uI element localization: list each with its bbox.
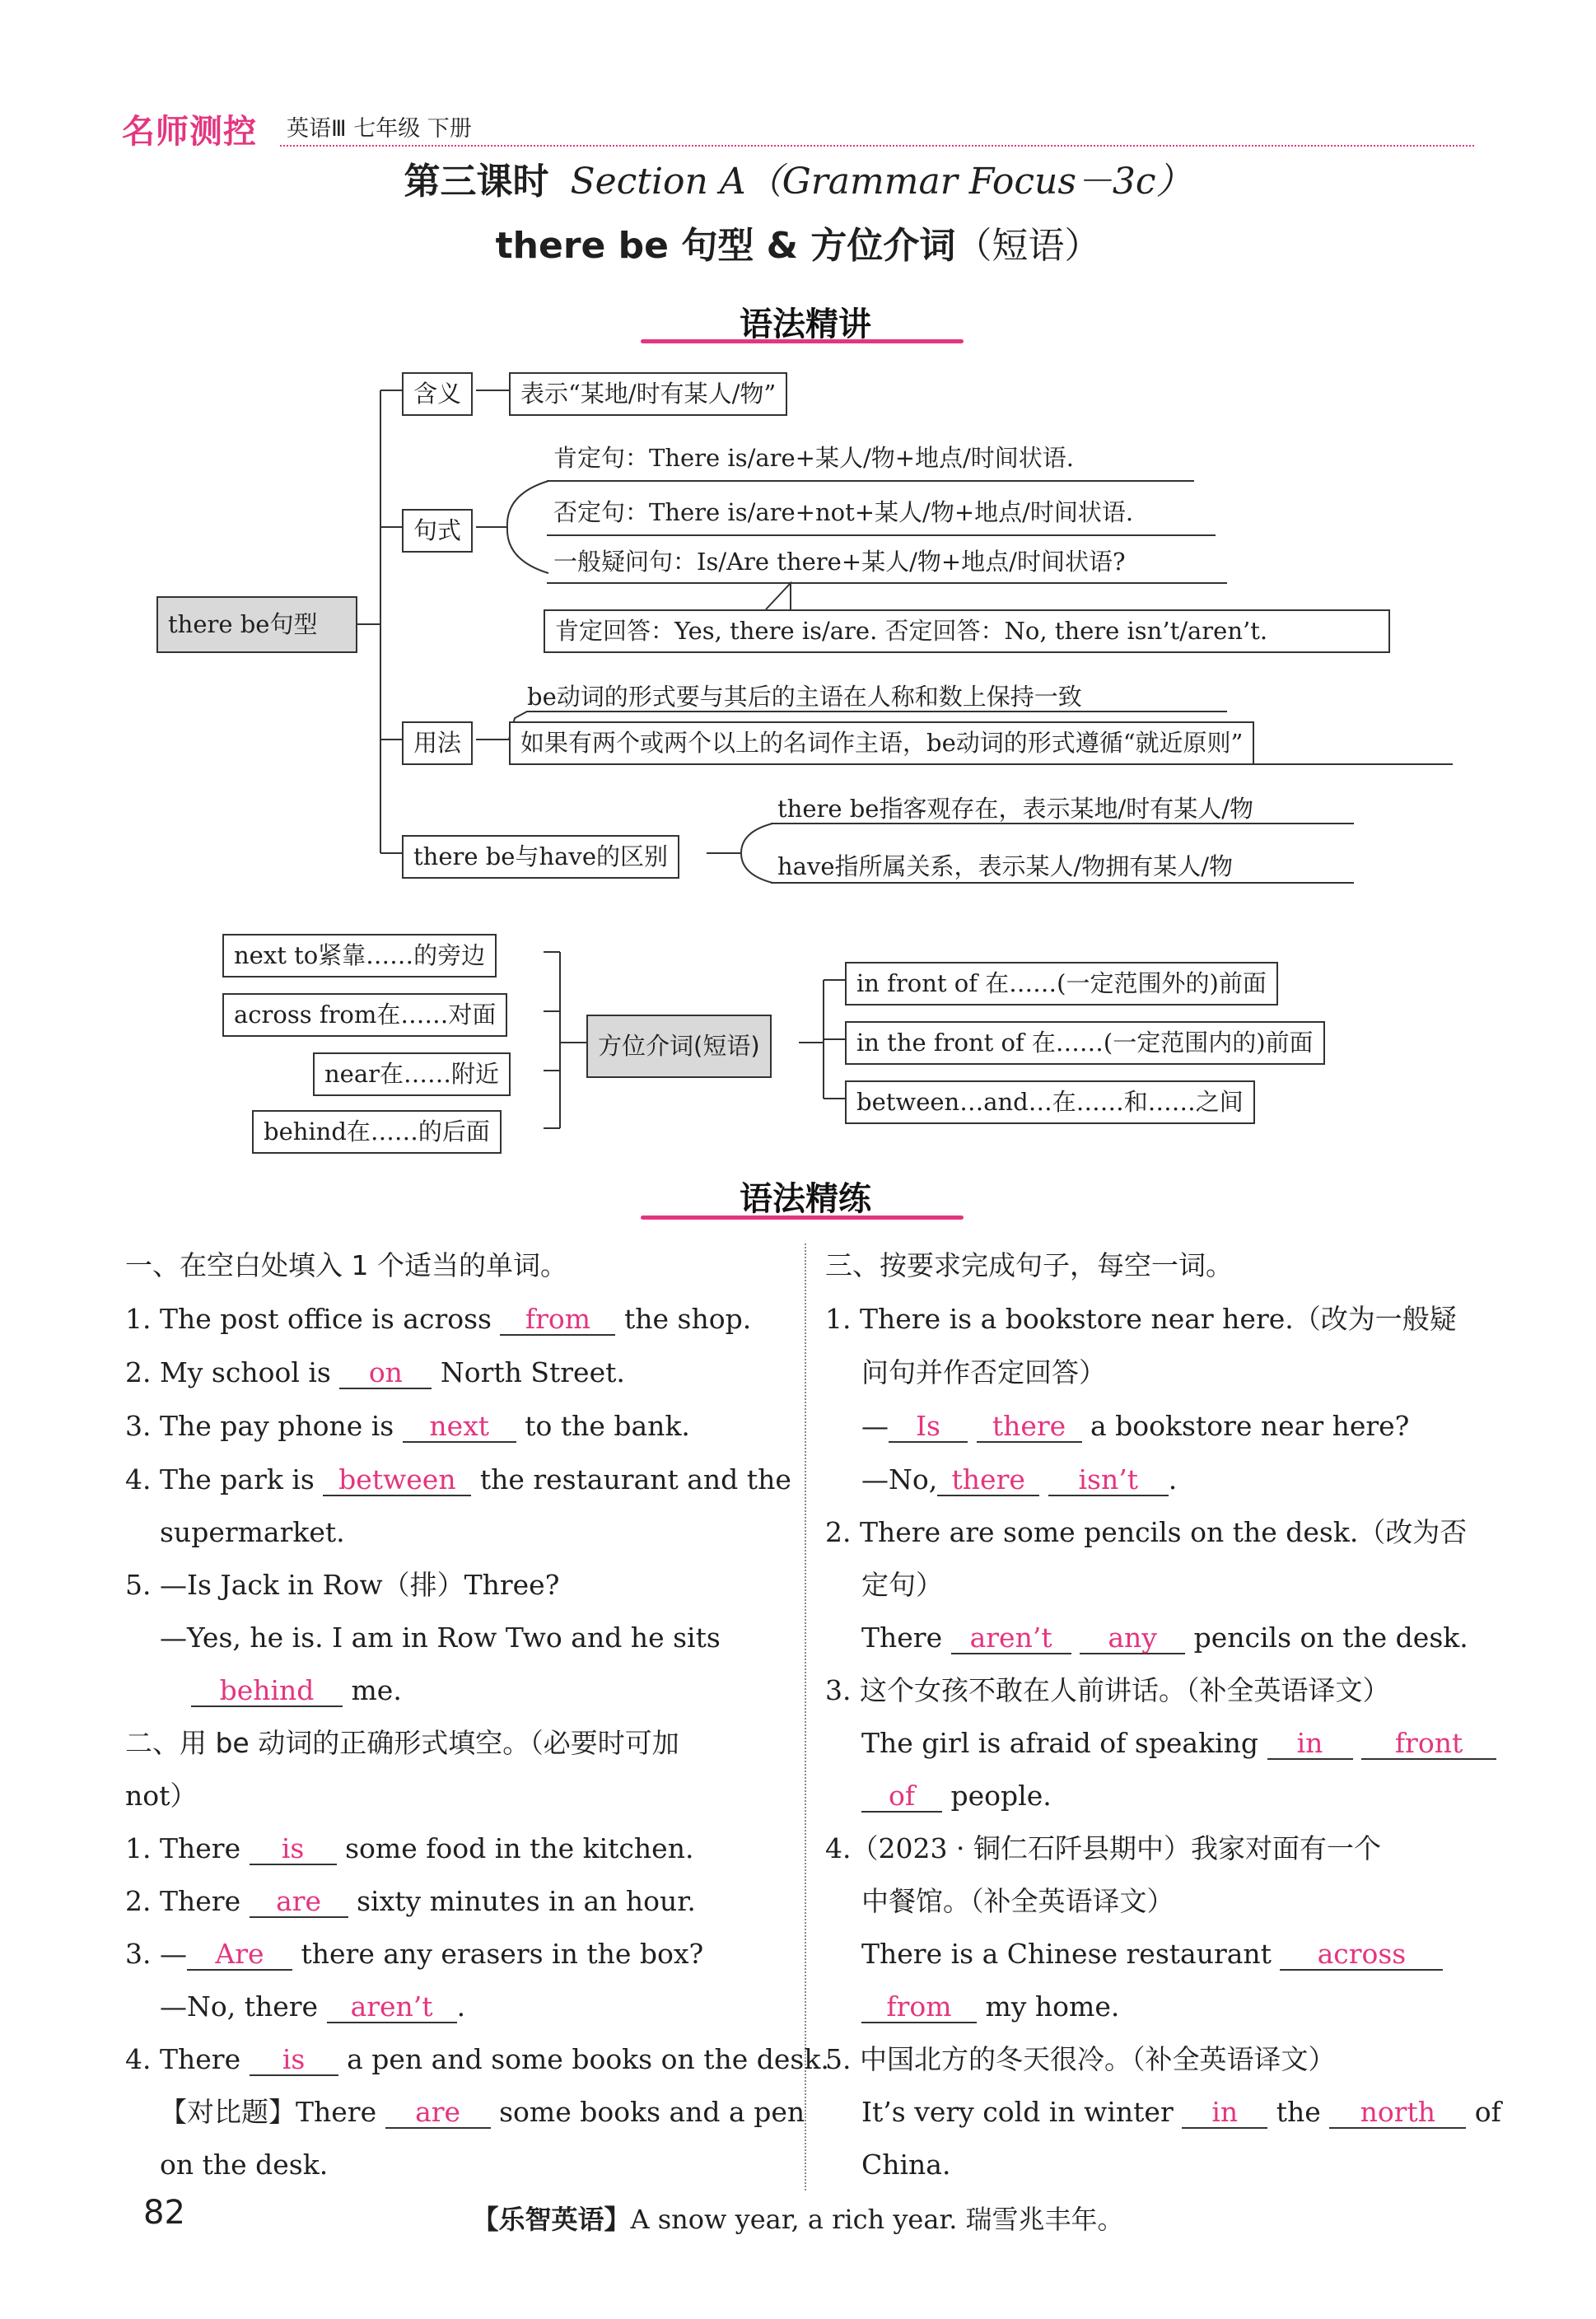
footer-proverb: 【乐智英语】A snow year, a rich year. 瑞雪兆丰年。 xyxy=(472,2204,1124,2235)
part3-q5-line3: China. xyxy=(861,2149,951,2181)
answer-blank[interactable]: isn’t xyxy=(1048,1466,1169,1496)
part1-q5-line2: —Yes, he is. I am in Row Two and he sits xyxy=(160,1621,721,1654)
part1-q4: 4. The park is between the restaurant and the xyxy=(125,1463,791,1495)
answer-blank[interactable]: any xyxy=(1080,1624,1185,1654)
answer-blank[interactable]: in xyxy=(1267,1729,1353,1760)
form-label: 句式 xyxy=(402,509,473,553)
usage-rule-2: 如果有两个或两个以上的名词作主语，be动词的形式遵循“就近原则” xyxy=(509,721,1254,765)
prep-between-and: between…and…在……和……之间 xyxy=(845,1080,1255,1124)
part2-q2: 2. There are sixty minutes in an hour. xyxy=(125,1885,696,1917)
part2-q4-line3: on the desk. xyxy=(160,2149,329,2181)
prep-in-the-front-of: in the front of 在……(一定范围内的)前面 xyxy=(845,1021,1325,1065)
answer-blank[interactable]: of xyxy=(861,1782,942,1813)
section-lecture-heading: 语法精讲 xyxy=(740,306,871,343)
part3-q1-line3: — Is there a bookstore near here? xyxy=(861,1410,1410,1442)
answer-blank[interactable]: behind xyxy=(191,1677,343,1707)
part2-q3: 3. — Are there any erasers in the box? xyxy=(125,1938,704,1970)
answer-blank[interactable]: front xyxy=(1361,1729,1496,1760)
part3-q1-line4: —No, there isn’t . xyxy=(861,1463,1178,1495)
part1-q1: 1. The post office is across from the shop. xyxy=(125,1303,752,1335)
part2-q1: 1. There is some food in the kitchen. xyxy=(125,1832,694,1864)
meaning-label: 含义 xyxy=(402,372,473,416)
part3-q2: 2. There are some pencils on the desk.（改为否 xyxy=(825,1516,1468,1548)
difference-have: have指所属关系，表示某人/物拥有某人/物 xyxy=(777,852,1234,880)
answer-blank[interactable]: there xyxy=(977,1412,1082,1443)
prep-across-from: across from在……对面 xyxy=(222,993,507,1037)
answer-blank[interactable]: there xyxy=(937,1466,1039,1496)
form-affirmative: 肯定句：There is/are+某人/物+地点/时间状语. xyxy=(553,444,1075,472)
answer-blank[interactable]: north xyxy=(1329,2098,1466,2129)
part3-q4-line2: 中餐馆。（补全英语译文） xyxy=(861,1885,1174,1917)
lesson-subtitle: there be 句型 & 方位介词（短语） xyxy=(495,225,1101,267)
part1-q3: 3. The pay phone is next to the bank. xyxy=(125,1410,690,1442)
answer-blank[interactable]: aren’t xyxy=(327,1993,457,2023)
answer-blank[interactable]: Is xyxy=(889,1412,968,1443)
part3-q2-line3: There aren’t any pencils on the desk. xyxy=(861,1621,1468,1654)
section-practice-underline xyxy=(641,1215,964,1220)
answer-blank[interactable]: on xyxy=(339,1359,432,1389)
answer-blank[interactable]: is xyxy=(250,1835,337,1865)
part3-heading: 三、按要求完成句子，每空一词。 xyxy=(825,1249,1233,1281)
usage-rule-1: be动词的形式要与其后的主语在人称和数上保持一致 xyxy=(527,683,1082,711)
meaning-text: 表示“某地/时有某人/物” xyxy=(509,372,787,416)
answer-blank[interactable]: from xyxy=(861,1993,977,2023)
header-subject: 英语Ⅲ 七年级 下册 xyxy=(287,116,472,142)
part3-q4-line4: from my home. xyxy=(861,1993,1119,2023)
lesson-title: 第三课时 Section A（Grammar Focus－3c） xyxy=(404,161,1192,203)
part2-q3-line2: —No, there aren’t . xyxy=(160,1990,466,2023)
answer-blank[interactable]: from xyxy=(500,1305,615,1336)
part3-q1-line2: 问句并作否定回答） xyxy=(861,1356,1106,1388)
part3-q3: 3. 这个女孩不敢在人前讲话。（补全英语译文） xyxy=(825,1674,1390,1706)
brand-logo: 名师测控 xyxy=(122,113,257,151)
mindmap-root-prepositions: 方位介词(短语) xyxy=(586,1015,772,1078)
answer-blank[interactable]: is xyxy=(250,2046,338,2076)
part3-q4-line3: There is a Chinese restaurant across xyxy=(861,1940,1443,1971)
part3-q2-line2: 定句） xyxy=(861,1569,943,1601)
part1-q5-line3: behind me. xyxy=(191,1677,402,1707)
answer-blank[interactable]: between xyxy=(323,1466,471,1496)
answer-blank[interactable]: are xyxy=(250,1887,348,1918)
part2-heading: 二、用 be 动词的正确形式填空。（必要时可加 xyxy=(125,1727,679,1759)
mindmap-root-there-be: there be句型 xyxy=(156,596,357,653)
part3-q1: 1. There is a bookstore near here.（改为一般疑 xyxy=(825,1303,1457,1335)
page-number: 82 xyxy=(143,2194,185,2232)
part3-q5: 5. 中国北方的冬天很冷。（补全英语译文） xyxy=(825,2043,1336,2075)
part2-q4-contrast: 【对比题】There are some books and a pen xyxy=(160,2096,805,2128)
part3-q5-line2: It’s very cold in winter in the north of xyxy=(861,2096,1501,2128)
answer-blank[interactable]: are xyxy=(385,2098,491,2129)
section-practice-heading: 语法精练 xyxy=(740,1180,871,1218)
answer-blank[interactable]: in xyxy=(1182,2098,1267,2129)
part2-heading-cont: not） xyxy=(125,1780,198,1812)
prep-in-front-of: in front of 在……(一定范围外的)前面 xyxy=(845,962,1278,1006)
usage-label: 用法 xyxy=(402,721,473,765)
difference-there-be: there be指客观存在，表示某地/时有某人/物 xyxy=(777,795,1254,823)
part3-q3-line2: The girl is afraid of speaking in front xyxy=(861,1729,1496,1760)
answer-blank[interactable]: Are xyxy=(187,1940,292,1971)
part2-q4: 4. There is a pen and some books on the desk. xyxy=(125,2043,829,2075)
form-question: 一般疑问句：Is/Are there+某人/物+地点/时间状语? xyxy=(553,548,1126,576)
prep-near: near在……附近 xyxy=(313,1052,511,1096)
part3-q4: 4.（2023 · 铜仁石阡县期中）我家对面有一个 xyxy=(825,1832,1381,1864)
answer-blank[interactable]: next xyxy=(403,1412,516,1443)
short-answers: 肯定回答：Yes, there is/are. 否定回答：No, there isn’t/aren’t. xyxy=(544,609,1390,653)
form-negative: 否定句：There is/are+not+某人/物+地点/时间状语. xyxy=(553,498,1134,526)
answer-blank[interactable]: aren’t xyxy=(951,1624,1071,1654)
difference-label: there be与have的区别 xyxy=(402,835,679,879)
part3-q3-line3: of people. xyxy=(861,1782,1052,1813)
answer-blank[interactable]: across xyxy=(1280,1940,1443,1971)
part1-q4-cont: supermarket. xyxy=(160,1516,345,1548)
part1-q5: 5. —Is Jack in Row（排）Three? xyxy=(125,1569,560,1601)
prep-behind: behind在……的后面 xyxy=(252,1110,502,1154)
prep-next-to: next to紧靠……的旁边 xyxy=(222,934,497,978)
part1-heading: 一、在空白处填入 1 个适当的单词。 xyxy=(125,1249,567,1281)
part1-q2: 2. My school is on North Street. xyxy=(125,1356,625,1388)
